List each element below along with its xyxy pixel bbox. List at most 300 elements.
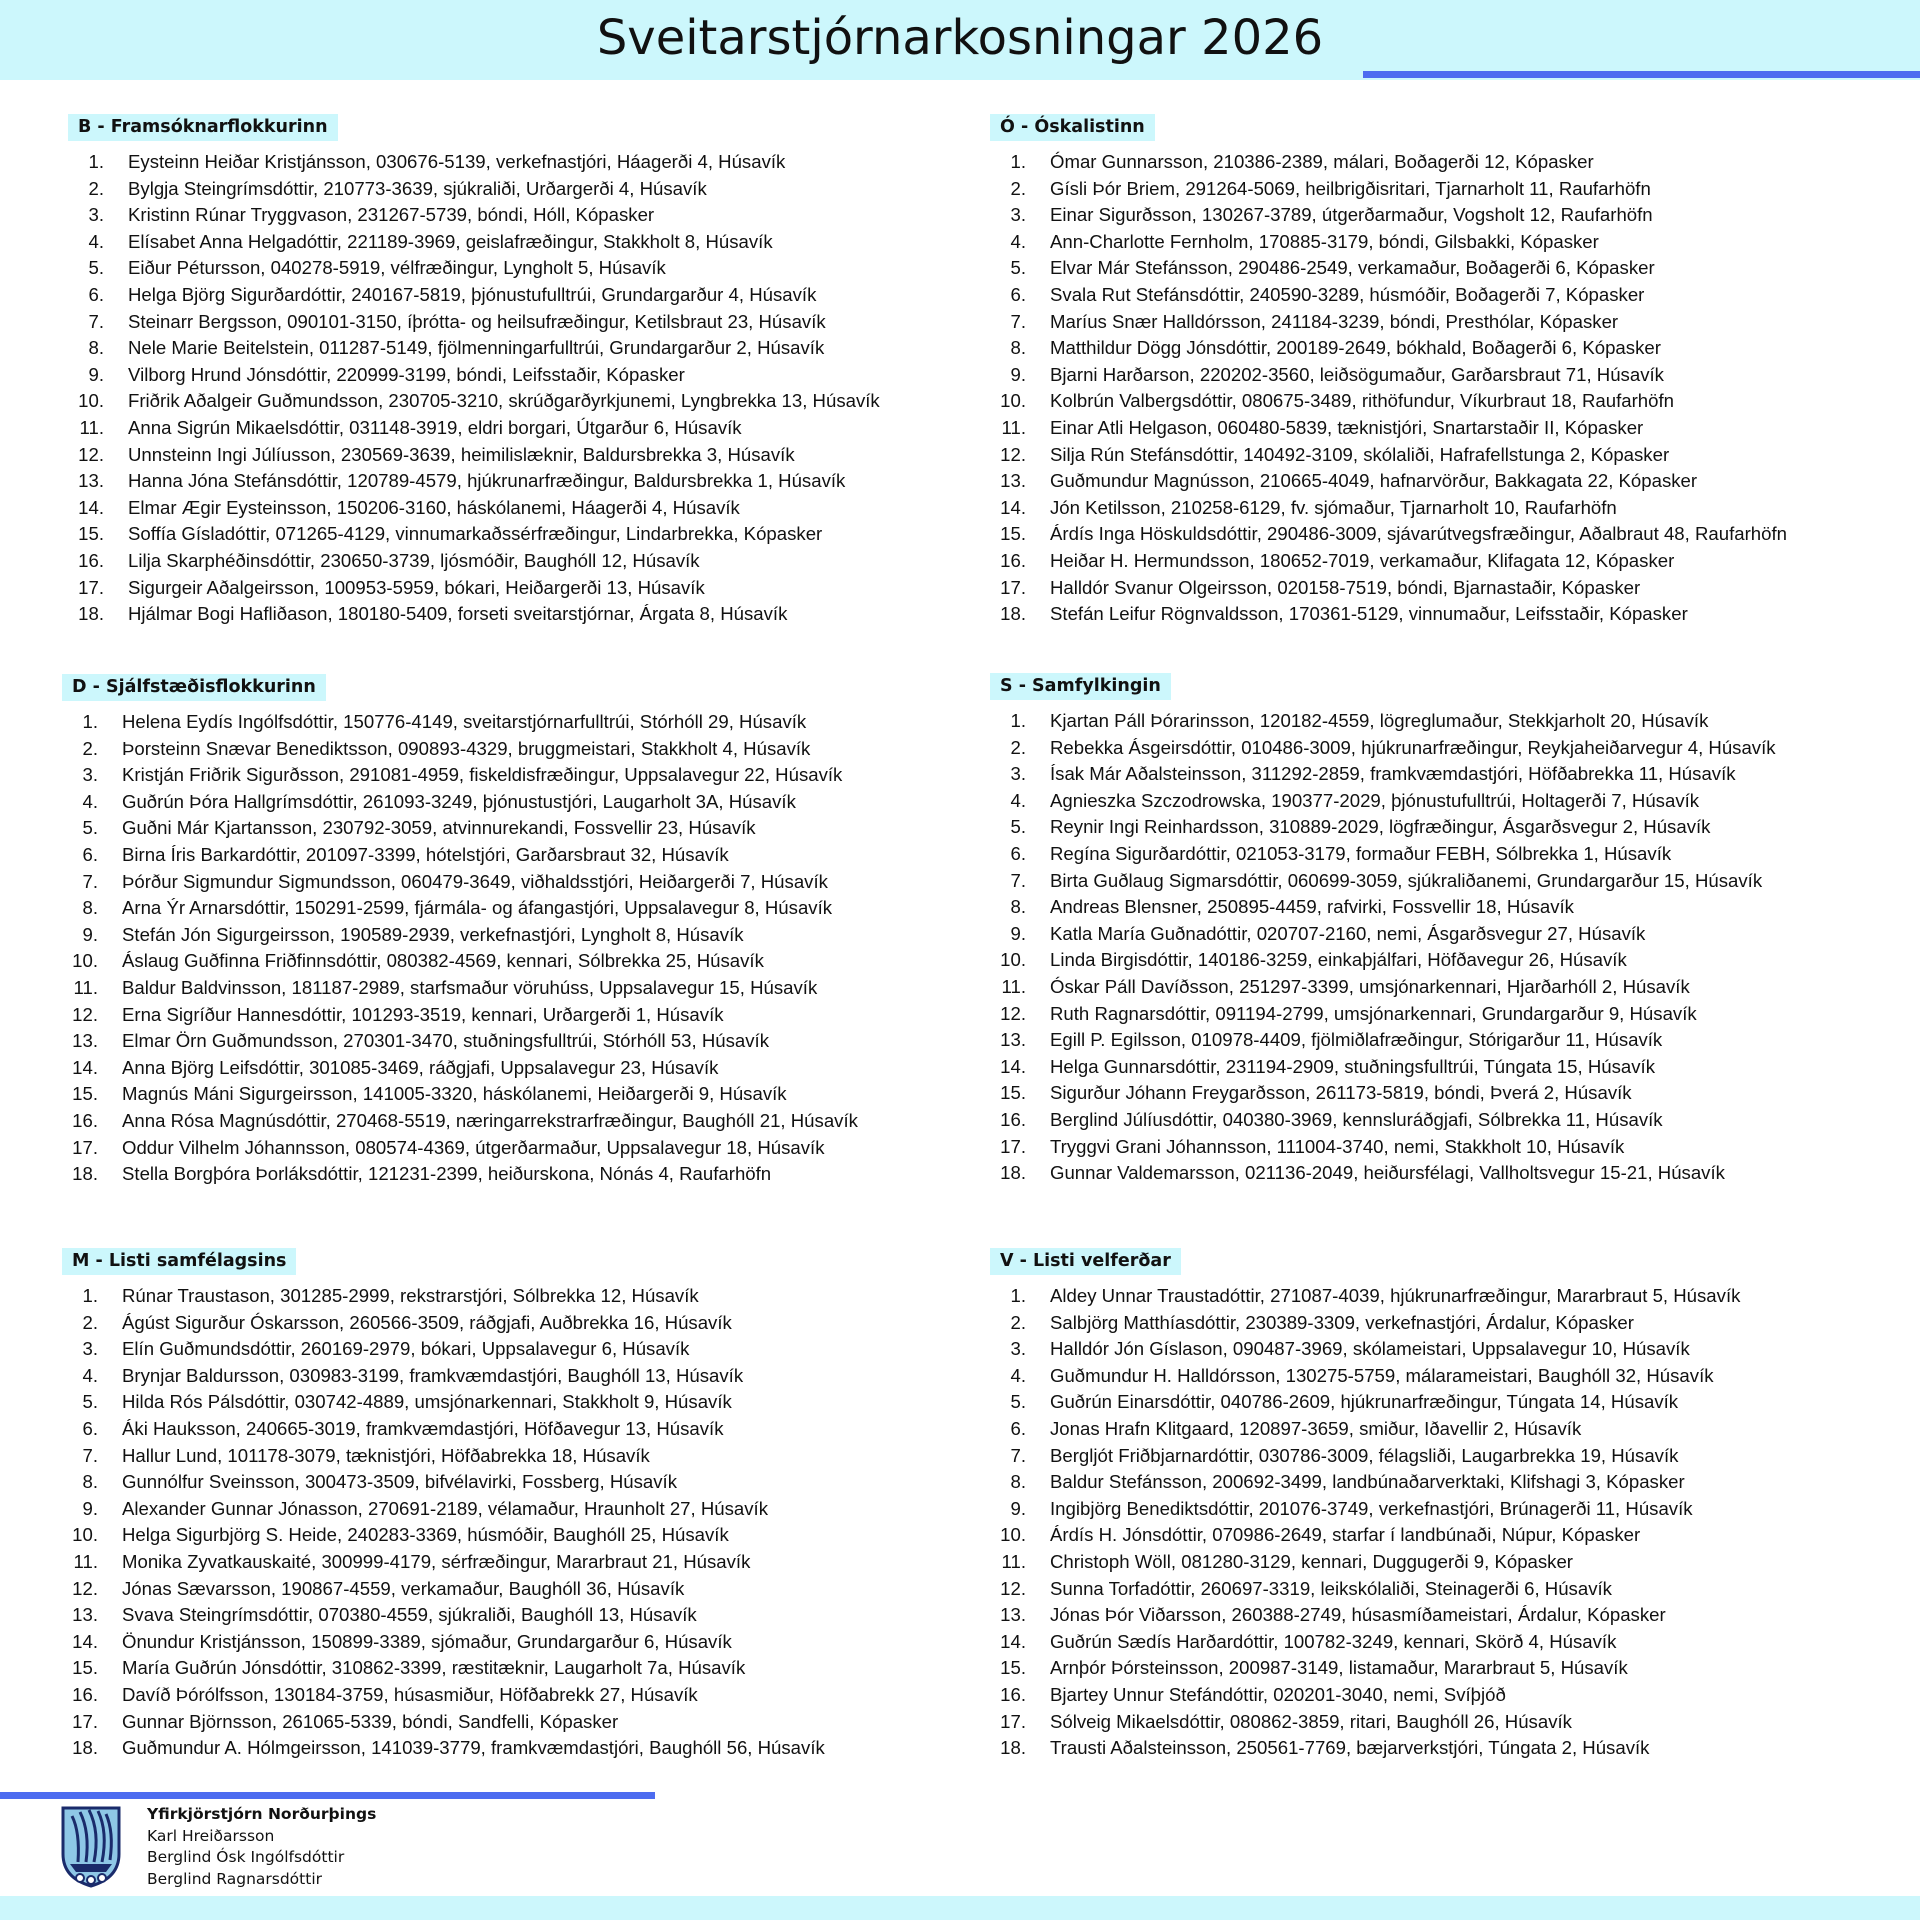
candidate-number: 17. bbox=[1000, 576, 1026, 598]
candidate-list bbox=[990, 708, 1920, 1187]
list-item bbox=[990, 1027, 1920, 1054]
candidate-number: 16. bbox=[72, 1683, 98, 1705]
candidate-entry: Jón Ketilsson, 210258-6129, fv. sjómaður, Tjarnarholt 10, Raufarhöfn bbox=[1050, 496, 1617, 518]
candidate-number: 13. bbox=[1000, 470, 1026, 492]
party-section-v bbox=[990, 1248, 1920, 1762]
list-item bbox=[990, 309, 1920, 336]
list-item bbox=[990, 1134, 1920, 1161]
list-item bbox=[62, 895, 1002, 922]
list-item bbox=[62, 1655, 1002, 1682]
candidate-entry: Unnsteinn Ingi Júlíusson, 230569-3639, heimilislæknir, Baldursbrekka 3, Húsavík bbox=[128, 443, 795, 465]
list-item bbox=[62, 1081, 1002, 1108]
candidate-number: 9. bbox=[1010, 922, 1026, 944]
candidate-number: 13. bbox=[72, 1604, 98, 1626]
list-item bbox=[990, 202, 1920, 229]
list-item bbox=[62, 736, 1002, 763]
candidate-entry: Rúnar Traustason, 301285-2999, rekstrarstjóri, Sólbrekka 12, Húsavík bbox=[122, 1285, 699, 1306]
candidate-entry: Nele Marie Beitelstein, 011287-5149, fjölmenningarfulltrúi, Grundargarður 2, Húsavík bbox=[128, 337, 825, 359]
party-name: M - Listi samfélagsins bbox=[62, 1248, 296, 1275]
list-item bbox=[62, 1576, 1002, 1603]
candidate-entry: Eiður Pétursson, 040278-5919, vélfræðingur, Lyngholt 5, Húsavík bbox=[128, 257, 666, 279]
list-item bbox=[990, 388, 1920, 415]
candidate-number: 6. bbox=[1010, 842, 1026, 864]
candidate-entry: Eysteinn Heiðar Kristjánsson, 030676-5139, verkefnastjóri, Háagerði 4, Húsavík bbox=[128, 151, 786, 172]
list-item bbox=[990, 548, 1920, 575]
candidate-entry: Sigurður Jóhann Freygarðsson, 261173-5819, bóndi, Þverá 2, Húsavík bbox=[1050, 1082, 1632, 1104]
candidate-number: 3. bbox=[82, 764, 98, 786]
list-item bbox=[990, 1054, 1920, 1081]
list-item bbox=[990, 974, 1920, 1001]
list-item bbox=[62, 1549, 1002, 1576]
candidate-entry: Ísak Már Aðalsteinsson, 311292-2859, framkvæmdastjóri, Höfðabrekka 11, Húsavík bbox=[1050, 763, 1736, 785]
list-item bbox=[990, 495, 1920, 522]
list-item bbox=[990, 149, 1920, 176]
list-item bbox=[62, 1336, 1002, 1363]
list-item bbox=[990, 335, 1920, 362]
candidate-number: 4. bbox=[88, 230, 104, 252]
list-item bbox=[990, 415, 1920, 442]
candidate-number: 17. bbox=[1000, 1135, 1026, 1157]
candidate-entry: Magnús Máni Sigurgeirsson, 141005-3320, háskólanemi, Heiðargerði 9, Húsavík bbox=[122, 1083, 787, 1105]
candidate-number: 3. bbox=[1010, 204, 1026, 226]
list-item bbox=[990, 255, 1920, 282]
party-section-s bbox=[990, 673, 1920, 1187]
candidate-number: 12. bbox=[1000, 1577, 1026, 1599]
list-item bbox=[990, 947, 1920, 974]
candidate-number: 1. bbox=[1010, 710, 1026, 731]
candidate-number: 14. bbox=[78, 496, 104, 518]
party-section-o bbox=[990, 114, 1920, 628]
candidate-entry: Bjarni Harðarson, 220202-3560, leiðsögumaður, Garðarsbraut 71, Húsavík bbox=[1050, 363, 1664, 385]
list-item bbox=[62, 922, 1002, 949]
list-item bbox=[990, 1107, 1920, 1134]
list-item bbox=[990, 761, 1920, 788]
list-item bbox=[62, 1161, 1002, 1188]
list-item bbox=[990, 1160, 1920, 1187]
candidate-number: 10. bbox=[72, 950, 98, 972]
candidate-number: 16. bbox=[1000, 1108, 1026, 1130]
candidate-number: 10. bbox=[1000, 949, 1026, 971]
candidate-entry: Brynjar Baldursson, 030983-3199, framkvæmdastjóri, Baughóll 13, Húsavík bbox=[122, 1364, 744, 1386]
candidate-number: 1. bbox=[1010, 151, 1026, 172]
candidate-number: 8. bbox=[1010, 896, 1026, 918]
candidate-entry: Guðrún Þóra Hallgrímsdóttir, 261093-3249, þjónustustjóri, Laugarholt 3A, Húsavík bbox=[122, 790, 796, 812]
candidate-number: 1. bbox=[82, 1285, 98, 1306]
list-item bbox=[62, 1028, 1002, 1055]
list-item bbox=[990, 1682, 1920, 1709]
list-item bbox=[62, 1629, 1002, 1656]
candidate-entry: Halldór Svanur Olgeirsson, 020158-7519, bóndi, Bjarnastaðir, Kópasker bbox=[1050, 576, 1641, 598]
candidate-number: 8. bbox=[1010, 1471, 1026, 1493]
candidate-entry: Ágúst Sigurður Óskarsson, 260566-3509, ráðgjafi, Auðbrekka 16, Húsavík bbox=[122, 1311, 732, 1333]
list-item bbox=[990, 442, 1920, 469]
candidate-number: 15. bbox=[78, 523, 104, 545]
candidate-number: 3. bbox=[82, 1338, 98, 1360]
list-item bbox=[990, 575, 1920, 602]
list-item bbox=[62, 842, 1002, 869]
candidate-entry: Andreas Blensner, 250895-4459, rafvirki, Fossvellir 18, Húsavík bbox=[1050, 896, 1574, 918]
candidate-number: 18. bbox=[1000, 1162, 1026, 1184]
candidate-number: 1. bbox=[88, 151, 104, 172]
candidate-entry: Helga Gunnarsdóttir, 231194-2909, stuðningsfulltrúi, Túngata 15, Húsavík bbox=[1050, 1055, 1656, 1077]
candidate-number: 8. bbox=[82, 1471, 98, 1493]
list-item bbox=[68, 309, 1008, 336]
candidate-number: 9. bbox=[82, 923, 98, 945]
candidate-number: 17. bbox=[1000, 1710, 1026, 1732]
candidate-number: 14. bbox=[1000, 496, 1026, 518]
candidate-entry: Bergljót Friðbjarnardóttir, 030786-3009, félagsliði, Laugarbrekka 19, Húsavík bbox=[1050, 1444, 1679, 1466]
candidate-number: 4. bbox=[82, 1364, 98, 1386]
candidate-entry: Önundur Kristjánsson, 150899-3389, sjómaður, Grundargarður 6, Húsavík bbox=[122, 1630, 732, 1652]
candidate-number: 11. bbox=[1001, 416, 1026, 438]
candidate-number: 9. bbox=[1010, 363, 1026, 385]
candidate-number: 18. bbox=[1000, 603, 1026, 625]
list-item bbox=[990, 1469, 1920, 1496]
candidate-number: 3. bbox=[1010, 1338, 1026, 1360]
candidate-number: 16. bbox=[1000, 549, 1026, 571]
candidate-entry: Svava Steingrímsdóttir, 070380-4559, sjúkraliði, Baughóll 13, Húsavík bbox=[122, 1604, 697, 1626]
candidate-entry: Reynir Ingi Reinhardsson, 310889-2029, lögfræðingur, Ásgarðsvegur 2, Húsavík bbox=[1050, 816, 1711, 838]
list-item bbox=[62, 1389, 1002, 1416]
candidate-number: 12. bbox=[1000, 1002, 1026, 1024]
candidate-number: 6. bbox=[88, 283, 104, 305]
page-title: Sveitarstjórnarkosningar 2026 bbox=[596, 10, 1324, 66]
candidate-entry: Egill P. Egilsson, 010978-4409, fjölmiðlafræðingur, Stórigarður 11, Húsavík bbox=[1050, 1029, 1663, 1051]
party-name: B - Framsóknarflokkurinn bbox=[68, 114, 338, 141]
list-item bbox=[68, 548, 1008, 575]
list-item bbox=[990, 468, 1920, 495]
candidate-number: 7. bbox=[82, 870, 98, 892]
candidate-entry: Bjartey Unnur Stefándóttir, 020201-3040, nemi, Svíþjóð bbox=[1050, 1683, 1506, 1705]
list-item bbox=[62, 815, 1002, 842]
list-item bbox=[990, 1336, 1920, 1363]
candidate-number: 17. bbox=[78, 576, 104, 598]
candidate-number: 12. bbox=[72, 1577, 98, 1599]
footer-accent-line bbox=[0, 1792, 655, 1799]
candidate-entry: Kolbrún Valbergsdóttir, 080675-3489, rithöfundur, Víkurbraut 18, Raufarhöfn bbox=[1050, 390, 1674, 412]
candidate-number: 5. bbox=[1010, 257, 1026, 279]
candidate-number: 2. bbox=[82, 737, 98, 759]
list-item bbox=[990, 1080, 1920, 1107]
candidate-number: 13. bbox=[72, 1030, 98, 1052]
candidate-entry: Gunnar Björnsson, 261065-5339, bóndi, Sandfelli, Kópasker bbox=[122, 1710, 619, 1732]
candidate-number: 2. bbox=[1010, 177, 1026, 199]
candidate-number: 10. bbox=[72, 1524, 98, 1546]
list-item bbox=[990, 1709, 1920, 1736]
candidate-entry: Stefán Jón Sigurgeirsson, 190589-2939, verkefnastjóri, Lyngholt 8, Húsavík bbox=[122, 923, 744, 945]
list-item bbox=[62, 762, 1002, 789]
list-item bbox=[68, 362, 1008, 389]
candidate-number: 18. bbox=[72, 1737, 98, 1759]
party-section-b bbox=[68, 114, 1008, 628]
party-name: Ó - Óskalistinn bbox=[990, 114, 1155, 141]
candidate-entry: Elvar Már Stefánsson, 290486-2549, verkamaður, Boðagerði 6, Kópasker bbox=[1050, 257, 1655, 279]
party-section-d bbox=[62, 674, 1002, 1188]
list-item bbox=[68, 335, 1008, 362]
list-item bbox=[990, 735, 1920, 762]
candidate-number: 2. bbox=[1010, 736, 1026, 758]
candidate-entry: Linda Birgisdóttir, 140186-3259, einkaþjálfari, Höfðavegur 26, Húsavík bbox=[1050, 949, 1627, 971]
candidate-entry: Jónas Þór Viðarsson, 260388-2749, húsasmíðameistari, Árdalur, Kópasker bbox=[1050, 1604, 1666, 1626]
candidate-number: 7. bbox=[1010, 869, 1026, 891]
candidate-entry: Halldór Jón Gíslason, 090487-3969, skólameistari, Uppsalavegur 10, Húsavík bbox=[1050, 1338, 1690, 1360]
list-item bbox=[68, 149, 1008, 176]
candidate-number: 5. bbox=[88, 257, 104, 279]
candidate-entry: Katla María Guðnadóttir, 020707-2160, nemi, Ásgarðsvegur 27, Húsavík bbox=[1050, 922, 1646, 944]
list-item bbox=[990, 362, 1920, 389]
list-item bbox=[68, 575, 1008, 602]
list-item bbox=[990, 868, 1920, 895]
list-item bbox=[62, 1735, 1002, 1762]
candidate-entry: Jónas Sævarsson, 190867-4559, verkamaður, Baughóll 36, Húsavík bbox=[122, 1577, 685, 1599]
candidate-number: 11. bbox=[1001, 975, 1026, 997]
list-item bbox=[62, 869, 1002, 896]
candidate-number: 2. bbox=[88, 177, 104, 199]
candidate-number: 4. bbox=[1010, 230, 1026, 252]
footer-org: Yfirkjörstjórn Norðurþings bbox=[147, 1805, 377, 1823]
candidate-number: 7. bbox=[88, 310, 104, 332]
candidate-number: 3. bbox=[1010, 763, 1026, 785]
list-item bbox=[990, 841, 1920, 868]
list-item bbox=[62, 1416, 1002, 1443]
list-item bbox=[62, 1602, 1002, 1629]
candidate-number: 15. bbox=[1000, 1657, 1026, 1679]
candidate-list bbox=[62, 709, 1002, 1188]
candidate-entry: Gunnólfur Sveinsson, 300473-3509, bifvélavirki, Fossberg, Húsavík bbox=[122, 1471, 678, 1493]
list-item bbox=[990, 788, 1920, 815]
list-item bbox=[62, 1496, 1002, 1523]
list-item bbox=[68, 442, 1008, 469]
candidate-entry: Guðmundur H. Halldórsson, 130275-5759, málarameistari, Baughóll 32, Húsavík bbox=[1050, 1364, 1714, 1386]
candidate-entry: Lilja Skarphéðinsdóttir, 230650-3739, ljósmóðir, Baughóll 12, Húsavík bbox=[128, 549, 700, 571]
list-item bbox=[62, 1682, 1002, 1709]
candidate-entry: Hilda Rós Pálsdóttir, 030742-4889, umsjónarkennari, Stakkholt 9, Húsavík bbox=[122, 1391, 732, 1413]
list-item bbox=[990, 1310, 1920, 1337]
list-item bbox=[990, 601, 1920, 628]
candidate-number: 7. bbox=[82, 1444, 98, 1466]
list-item bbox=[990, 1443, 1920, 1470]
candidate-entry: Ómar Gunnarsson, 210386-2389, málari, Boðagerði 12, Kópasker bbox=[1050, 151, 1594, 172]
candidate-number: 12. bbox=[78, 443, 104, 465]
candidate-entry: Agnieszka Szczodrowska, 190377-2029, þjónustufulltrúi, Holtagerði 7, Húsavík bbox=[1050, 789, 1700, 811]
candidate-number: 7. bbox=[1010, 1444, 1026, 1466]
candidate-number: 15. bbox=[1000, 523, 1026, 545]
candidate-entry: Matthildur Dögg Jónsdóttir, 200189-2649, bókhald, Boðagerði 6, Kópasker bbox=[1050, 337, 1661, 359]
footer-credits bbox=[147, 1804, 376, 1890]
candidate-entry: Sólveig Mikaelsdóttir, 080862-3859, ritari, Baughóll 26, Húsavík bbox=[1050, 1710, 1572, 1732]
candidate-entry: Stella Borgþóra Þorláksdóttir, 121231-2399, heiðurskona, Nónás 4, Raufarhöfn bbox=[122, 1163, 772, 1185]
candidate-entry: Ingibjörg Benediktsdóttir, 201076-3749, verkefnastjóri, Brúnagerði 11, Húsavík bbox=[1050, 1497, 1693, 1519]
candidate-entry: Maríus Snær Halldórsson, 241184-3239, bóndi, Presthólar, Kópasker bbox=[1050, 310, 1619, 332]
party-name: D - Sjálfstæðisflokkurinn bbox=[62, 674, 326, 701]
list-item bbox=[62, 789, 1002, 816]
candidate-entry: Alexander Gunnar Jónasson, 270691-2189, vélamaður, Hraunholt 27, Húsavík bbox=[122, 1497, 769, 1519]
list-item bbox=[68, 202, 1008, 229]
list-item bbox=[62, 709, 1002, 736]
candidate-entry: Monika Zyvatkauskaité, 300999-4179, sérfræðingur, Mararbraut 21, Húsavík bbox=[122, 1550, 751, 1572]
list-item bbox=[62, 1108, 1002, 1135]
list-item bbox=[68, 255, 1008, 282]
candidate-entry: Guðrún Einarsdóttir, 040786-2609, hjúkrunarfræðingur, Túngata 14, Húsavík bbox=[1050, 1391, 1679, 1413]
candidate-entry: Davíð Þórólfsson, 130184-3759, húsasmiður, Höfðabrekk 27, Húsavík bbox=[122, 1683, 698, 1705]
candidate-number: 2. bbox=[1010, 1311, 1026, 1333]
list-item bbox=[990, 894, 1920, 921]
list-item bbox=[68, 521, 1008, 548]
candidate-entry: Jonas Hrafn Klitgaard, 120897-3659, smiður, Iðavellir 2, Húsavík bbox=[1050, 1417, 1582, 1439]
candidate-number: 5. bbox=[82, 1391, 98, 1413]
candidate-number: 8. bbox=[1010, 337, 1026, 359]
candidate-number: 12. bbox=[72, 1003, 98, 1025]
list-item bbox=[68, 388, 1008, 415]
candidate-number: 14. bbox=[72, 1056, 98, 1078]
candidate-entry: Hallur Lund, 101178-3079, tæknistjóri, Höfðabrekka 18, Húsavík bbox=[122, 1444, 650, 1466]
candidate-number: 11. bbox=[73, 1550, 98, 1572]
candidate-number: 8. bbox=[88, 337, 104, 359]
candidate-entry: Guðni Már Kjartansson, 230792-3059, atvinnurekandi, Fossvellir 23, Húsavík bbox=[122, 817, 756, 839]
candidate-number: 14. bbox=[1000, 1055, 1026, 1077]
footer-member: Berglind Ósk Ingólfsdóttir bbox=[147, 1848, 345, 1866]
party-name: V - Listi velferðar bbox=[990, 1248, 1181, 1275]
candidate-number: 10. bbox=[1000, 390, 1026, 412]
list-item bbox=[68, 282, 1008, 309]
list-item bbox=[62, 975, 1002, 1002]
candidate-number: 18. bbox=[78, 603, 104, 625]
candidate-entry: Bylgja Steingrímsdóttir, 210773-3639, sjúkraliði, Urðargerði 4, Húsavík bbox=[128, 177, 707, 199]
candidate-entry: Soffía Gísladóttir, 071265-4129, vinnumarkaðssérfræðingur, Lindarbrekka, Kópasker bbox=[128, 523, 823, 545]
list-item bbox=[68, 468, 1008, 495]
candidate-number: 15. bbox=[1000, 1082, 1026, 1104]
list-item bbox=[62, 1469, 1002, 1496]
candidate-entry: Sunna Torfadóttir, 260697-3319, leikskólaliði, Steinagerði 6, Húsavík bbox=[1050, 1577, 1612, 1599]
candidate-entry: Sigurgeir Aðalgeirsson, 100953-5959, bókari, Heiðargerði 13, Húsavík bbox=[128, 576, 705, 598]
candidate-number: 17. bbox=[72, 1710, 98, 1732]
footer-member: Karl Hreiðarsson bbox=[147, 1826, 275, 1845]
candidate-number: 9. bbox=[82, 1497, 98, 1519]
candidate-number: 6. bbox=[82, 1417, 98, 1439]
candidate-entry: María Guðrún Jónsdóttir, 310862-3399, ræstitæknir, Laugarholt 7a, Húsavík bbox=[122, 1657, 746, 1679]
candidate-entry: Helena Eydís Ingólfsdóttir, 150776-4149, sveitarstjórnarfulltrúi, Stórhóll 29, Húsavík bbox=[122, 711, 807, 732]
candidate-number: 13. bbox=[1000, 1604, 1026, 1626]
list-item bbox=[62, 1443, 1002, 1470]
candidate-entry: Óskar Páll Davíðsson, 251297-3399, umsjónarkennari, Hjarðarhóll 2, Húsavík bbox=[1050, 975, 1690, 997]
list-item bbox=[62, 1055, 1002, 1082]
candidate-entry: Kristinn Rúnar Tryggvason, 231267-5739, bóndi, Hóll, Kópasker bbox=[128, 204, 655, 226]
candidate-number: 5. bbox=[1010, 1391, 1026, 1413]
candidate-number: 14. bbox=[72, 1630, 98, 1652]
candidate-entry: Stefán Leifur Rögnvaldsson, 170361-5129, vinnumaður, Leifsstaðir, Kópasker bbox=[1050, 603, 1688, 625]
candidate-number: 5. bbox=[1010, 816, 1026, 838]
candidate-number: 16. bbox=[72, 1109, 98, 1131]
candidate-entry: Elísabet Anna Helgadóttir, 221189-3969, geislafræðingur, Stakkholt 8, Húsavík bbox=[128, 230, 773, 252]
candidate-entry: Baldur Stefánsson, 200692-3499, landbúnaðarverktaki, Klifshagi 3, Kópasker bbox=[1050, 1471, 1685, 1493]
candidate-entry: Einar Atli Helgason, 060480-5839, tæknistjóri, Snartarstaðir II, Kópasker bbox=[1050, 416, 1644, 438]
candidate-entry: Christoph Wöll, 081280-3129, kennari, Duggugerði 9, Kópasker bbox=[1050, 1550, 1574, 1572]
candidate-number: 11. bbox=[1001, 1550, 1026, 1572]
list-item bbox=[990, 1735, 1920, 1762]
candidate-entry: Rebekka Ásgeirsdóttir, 010486-3009, hjúkrunarfræðingur, Reykjaheiðarvegur 4, Húsavík bbox=[1050, 736, 1776, 758]
candidate-number: 1. bbox=[82, 711, 98, 732]
list-item bbox=[990, 1363, 1920, 1390]
candidate-entry: Arna Ýr Arnarsdóttir, 150291-2599, fjármála- og áfangastjóri, Uppsalavegur 8, Húsavík bbox=[122, 897, 833, 919]
list-item bbox=[68, 601, 1008, 628]
candidate-entry: Regína Sigurðardóttir, 021053-3179, formaður FEBH, Sólbrekka 1, Húsavík bbox=[1050, 842, 1672, 864]
candidate-entry: Berglind Júlíusdóttir, 040380-3969, kennsluráðgjafi, Sólbrekka 11, Húsavík bbox=[1050, 1108, 1663, 1130]
list-item bbox=[990, 1629, 1920, 1656]
candidate-number: 4. bbox=[82, 790, 98, 812]
candidate-number: 15. bbox=[72, 1657, 98, 1679]
candidate-number: 7. bbox=[1010, 310, 1026, 332]
list-item bbox=[990, 1602, 1920, 1629]
candidate-entry: Guðmundur A. Hólmgeirsson, 141039-3779, framkvæmdastjóri, Baughóll 56, Húsavík bbox=[122, 1737, 825, 1759]
candidate-entry: Baldur Baldvinsson, 181187-2989, starfsmaður vöruhúss, Uppsalavegur 15, Húsavík bbox=[122, 976, 818, 998]
list-item bbox=[62, 948, 1002, 975]
list-item bbox=[68, 495, 1008, 522]
candidate-entry: Áslaug Guðfinna Friðfinnsdóttir, 080382-4569, kennari, Sólbrekka 25, Húsavík bbox=[122, 950, 764, 972]
list-item bbox=[990, 176, 1920, 203]
candidate-number: 3. bbox=[88, 204, 104, 226]
candidate-number: 18. bbox=[72, 1163, 98, 1185]
party-section-m bbox=[62, 1248, 1002, 1762]
list-item bbox=[990, 921, 1920, 948]
header-accent-line bbox=[1363, 71, 1920, 78]
list-item bbox=[990, 708, 1920, 735]
list-item bbox=[990, 229, 1920, 256]
candidate-entry: Þorsteinn Snævar Benediktsson, 090893-4329, bruggmeistari, Stakkholt 4, Húsavík bbox=[122, 737, 811, 759]
candidate-entry: Anna Björg Leifsdóttir, 301085-3469, ráðgjafi, Uppsalavegur 23, Húsavík bbox=[122, 1056, 719, 1078]
candidate-entry: Hanna Jóna Stefánsdóttir, 120789-4579, hjúkrunarfræðingur, Baldursbrekka 1, Húsavík bbox=[128, 470, 846, 492]
candidate-number: 5. bbox=[82, 817, 98, 839]
candidate-number: 11. bbox=[79, 416, 104, 438]
candidate-entry: Steinarr Bergsson, 090101-3150, íþrótta- og heilsufræðingur, Ketilsbraut 23, Húsavík bbox=[128, 310, 826, 332]
candidate-entry: Birta Guðlaug Sigmarsdóttir, 060699-3059, sjúkraliðanemi, Grundargarður 15, Húsavík bbox=[1050, 869, 1763, 891]
candidate-entry: Áki Hauksson, 240665-3019, framkvæmdastjóri, Höfðavegur 13, Húsavík bbox=[122, 1417, 724, 1439]
candidate-entry: Silja Rún Stefánsdóttir, 140492-3109, skólaliði, Hafrafellstunga 2, Kópasker bbox=[1050, 443, 1670, 465]
candidate-entry: Elmar Ægir Eysteinsson, 150206-3160, háskólanemi, Háagerði 4, Húsavík bbox=[128, 496, 740, 518]
candidate-entry: Salbjörg Matthíasdóttir, 230389-3309, verkefnastjóri, Árdalur, Kópasker bbox=[1050, 1311, 1634, 1333]
candidate-list bbox=[68, 149, 1008, 628]
candidate-entry: Tryggvi Grani Jóhannsson, 111004-3740, nemi, Stakkholt 10, Húsavík bbox=[1050, 1135, 1625, 1157]
list-item bbox=[68, 415, 1008, 442]
list-item bbox=[990, 1496, 1920, 1523]
candidate-list bbox=[990, 1283, 1920, 1762]
candidate-entry: Gísli Þór Briem, 291264-5069, heilbrigðisritari, Tjarnarholt 11, Raufarhöfn bbox=[1050, 177, 1651, 199]
list-item bbox=[62, 1709, 1002, 1736]
candidate-entry: Þórður Sigmundur Sigmundsson, 060479-3649, viðhaldsstjóri, Heiðargerði 7, Húsavík bbox=[122, 870, 828, 892]
candidate-entry: Elín Guðmundsdóttir, 260169-2979, bókari, Uppsalavegur 6, Húsavík bbox=[122, 1338, 690, 1360]
candidate-entry: Aldey Unnar Traustadóttir, 271087-4039, hjúkrunarfræðingur, Mararbraut 5, Húsavík bbox=[1050, 1285, 1741, 1306]
candidate-entry: Kjartan Páll Þórarinsson, 120182-4559, lögreglumaður, Stekkjarholt 20, Húsavík bbox=[1050, 710, 1709, 731]
candidate-number: 15. bbox=[72, 1083, 98, 1105]
candidate-number: 9. bbox=[88, 363, 104, 385]
candidate-entry: Helga Björg Sigurðardóttir, 240167-5819, þjónustufulltrúi, Grundargarður 4, Húsavík bbox=[128, 283, 817, 305]
candidate-entry: Birna Íris Barkardóttir, 201097-3399, hótelstjóri, Garðarsbraut 32, Húsavík bbox=[122, 843, 729, 865]
candidate-entry: Guðrún Sædís Harðardóttir, 100782-3249, kennari, Skörð 4, Húsavík bbox=[1050, 1630, 1617, 1652]
candidate-entry: Elmar Örn Guðmundsson, 270301-3470, stuðningsfulltrúi, Stórhóll 53, Húsavík bbox=[122, 1030, 769, 1052]
list-item bbox=[62, 1363, 1002, 1390]
candidate-entry: Guðmundur Magnússon, 210665-4049, hafnarvörður, Bakkagata 22, Kópasker bbox=[1050, 470, 1698, 492]
candidate-number: 2. bbox=[82, 1311, 98, 1333]
list-item bbox=[990, 1522, 1920, 1549]
candidate-number: 10. bbox=[78, 390, 104, 412]
candidate-entry: Vilborg Hrund Jónsdóttir, 220999-3199, bóndi, Leifsstaðir, Kópasker bbox=[128, 363, 685, 385]
footer-member: Berglind Ragnarsdóttir bbox=[147, 1869, 323, 1888]
candidate-number: 16. bbox=[78, 549, 104, 571]
candidate-number: 11. bbox=[73, 976, 98, 998]
candidate-entry: Arnþór Þórsteinsson, 200987-3149, listamaður, Mararbraut 5, Húsavík bbox=[1050, 1657, 1628, 1679]
list-item bbox=[62, 1135, 1002, 1162]
candidate-number: 9. bbox=[1010, 1497, 1026, 1519]
list-item bbox=[990, 1001, 1920, 1028]
